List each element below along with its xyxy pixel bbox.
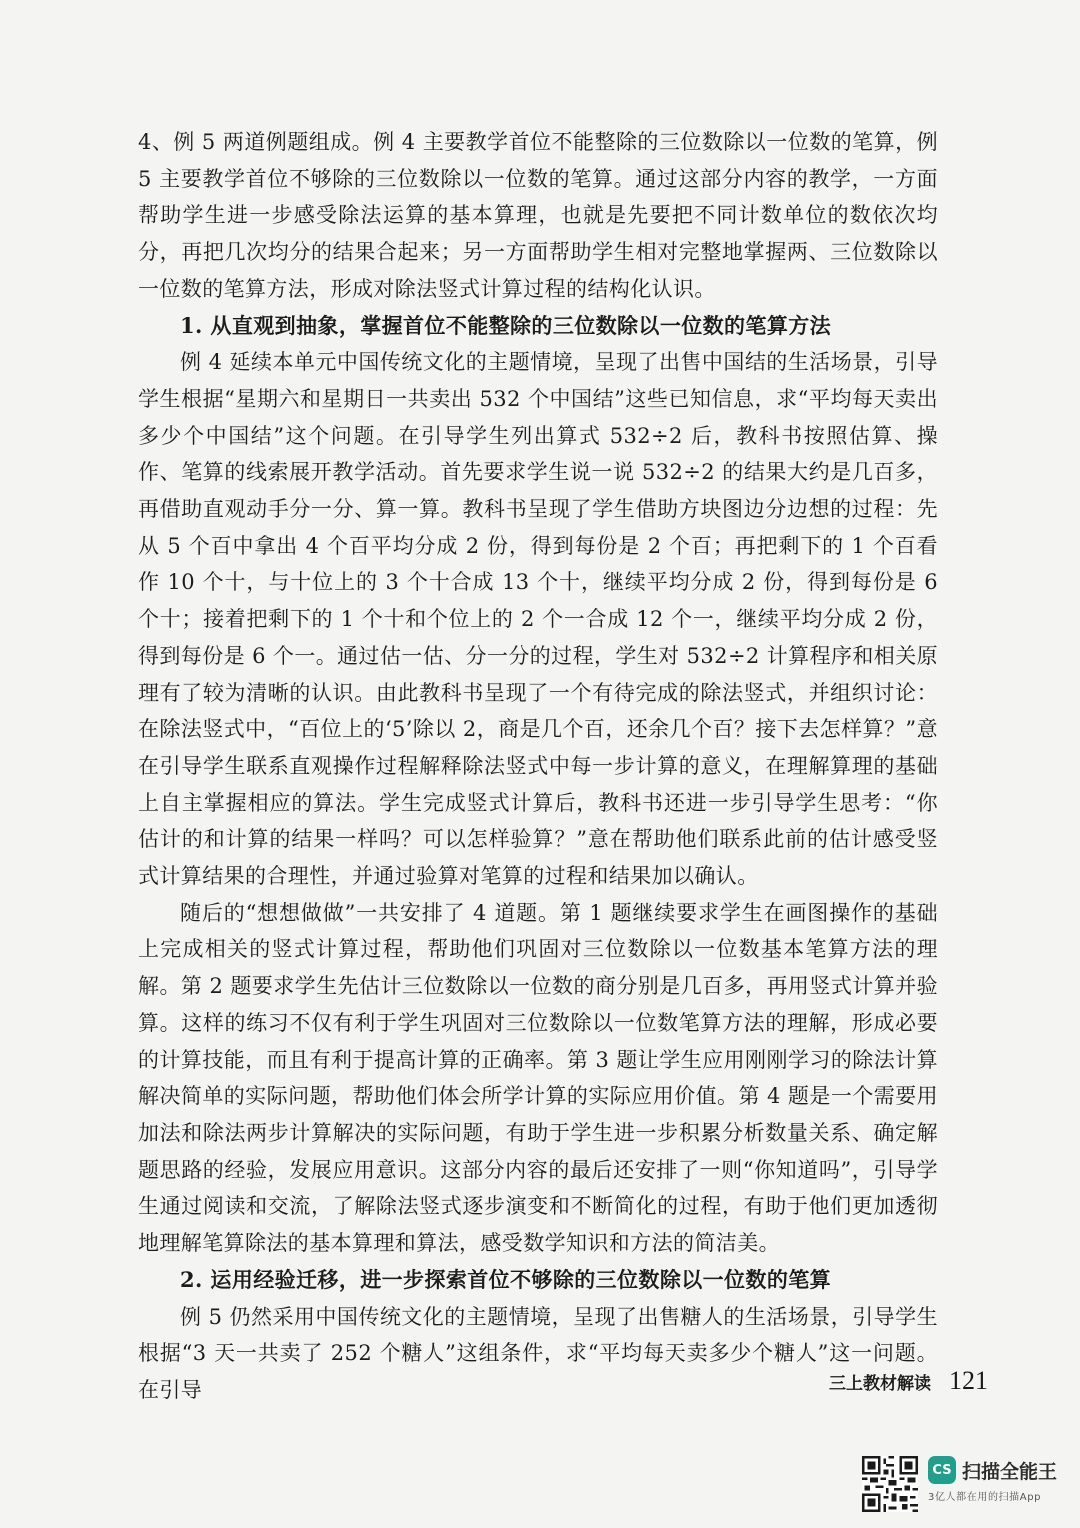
brand-name: 扫描全能王 (962, 1460, 1058, 1483)
paragraph-example-4: 例 4 延续本单元中国传统文化的主题情境，呈现了出售中国结的生活场景，引导学生根据“星期六和星期日一共卖出 532 个中国结”这些已知信息，求“平均每天卖出多少个中国结”这个问题。在引导学生列出算式 532÷2 后，教科书按照估算、操作、笔算的线索展开教学活动。首先要求学生说一说 532÷2 的结果大约是几百多，再借助直观动手分一分、算一算。教科书呈现了学生借助方块图边分边想的过程：先从 5 个百中拿出 4 个百平均分成 2 份，得到每份是 2 个百；再把剩下的 1 个百看作 10 个十，与十位上的 3 个十合成 13 个十，继续平均分成 2 份，得到每份是 6 个十；接着把剩下的 1 个十和个位上的 2 个一合成 12 个一，继续平均分成 2 份，得到每份是 6 个一。通过估一估、分一分的过程，学生对 532÷2 计算程序和相关原理有了较为清晰的认识。由此教科书呈现了一个有待完成的除法竖式，并组织讨论：在除法竖式中，“百位上的‘5’除以 2，商是几个百，还余几个百？接下去怎样算？”意在引导学生联系直观操作过程解释除法竖式中每一步计算的意义，在理解算理的基础上自主掌握相应的算法。学生完成竖式计算后，教科书还进一步引导学生思考：“你估计的和计算的结果一样吗？可以怎样验算？”意在帮助他们联系此前的估计感受竖式计算结果的合理性，并通过验算对笔算的过程和结果加以确认。 (138, 350, 938, 889)
paragraph-continuation: 4、例 5 两道例题组成。例 4 主要教学首位不能整除的三位数除以一位数的笔算，例 5 主要教学首位不够除的三位数除以一位数的笔算。通过这部分内容的教学，一方面帮助学生进一步感受除法运算的基本算理，也就是先要把不同计数单位的数依次均分，再把几次均分的结果合起来；另一方面帮助学生相对完整地掌握两、三位数除以一位数的笔算方法，形成对除法竖式计算过程的结构化认识。 (138, 130, 938, 301)
section-heading-1: 1. 从直观到抽象，掌握首位不能整除的三位数除以一位数的笔算方法 (180, 312, 832, 338)
section-heading-2: 2. 运用经验迁移，进一步探索首位不够除的三位数除以一位数的笔算 (180, 1266, 832, 1292)
paragraph-practice: 随后的“想想做做”一共安排了 4 道题。第 1 题继续要求学生在画图操作的基础上完成相关的竖式计算过程，帮助他们巩固对三位数除以一位数基本笔算方法的理解。第 2 题要求学生先估计三位数除以一位数的商分别是几百多，再用竖式计算并验算。这样的练习不仅有利于学生巩固对三位数除以一位数笔算方法的理解，形成必要的计算技能，而且有利于提高计算的正确率。第 3 题让学生应用刚刚学习的除法计算解决简单的实际问题，帮助他们体会所学计算的实际应用价值。第 4 题是一个需要用加法和除法两步计算解决的实际问题，有助于学生进一步积累分析数量关系、确定解题思路的经验，发展应用意识。这部分内容的最后还安排了一则“你知道吗”，引导学生通过阅读和交流，了解除法竖式逐步演变和不断简化的过程，有助于他们更加透彻地理解笔算除法的基本算理和算法，感受数学知识和方法的简洁美。 (138, 900, 938, 1256)
brand-slogan: 3亿人都在用的扫描App (928, 1492, 1042, 1503)
brand-block (928, 1456, 1057, 1503)
body-text (138, 124, 938, 1409)
footer-book-title: 三上教材解读 (829, 1374, 931, 1394)
page-footer (829, 1366, 988, 1396)
qr-code-icon (862, 1456, 918, 1512)
scanner-watermark (862, 1456, 1057, 1512)
camscanner-logo-icon: CS (928, 1456, 956, 1484)
page-number: 121 (949, 1366, 988, 1395)
brand-row (928, 1456, 1057, 1484)
paragraph-example-5: 例 5 仍然采用中国传统文化的主题情境，呈现了出售糖人的生活场景，引导学生根据“3 天一共卖了 252 个糖人”这组条件，求“平均每天卖多少个糖人”这一问题。在引导 (138, 1304, 938, 1402)
